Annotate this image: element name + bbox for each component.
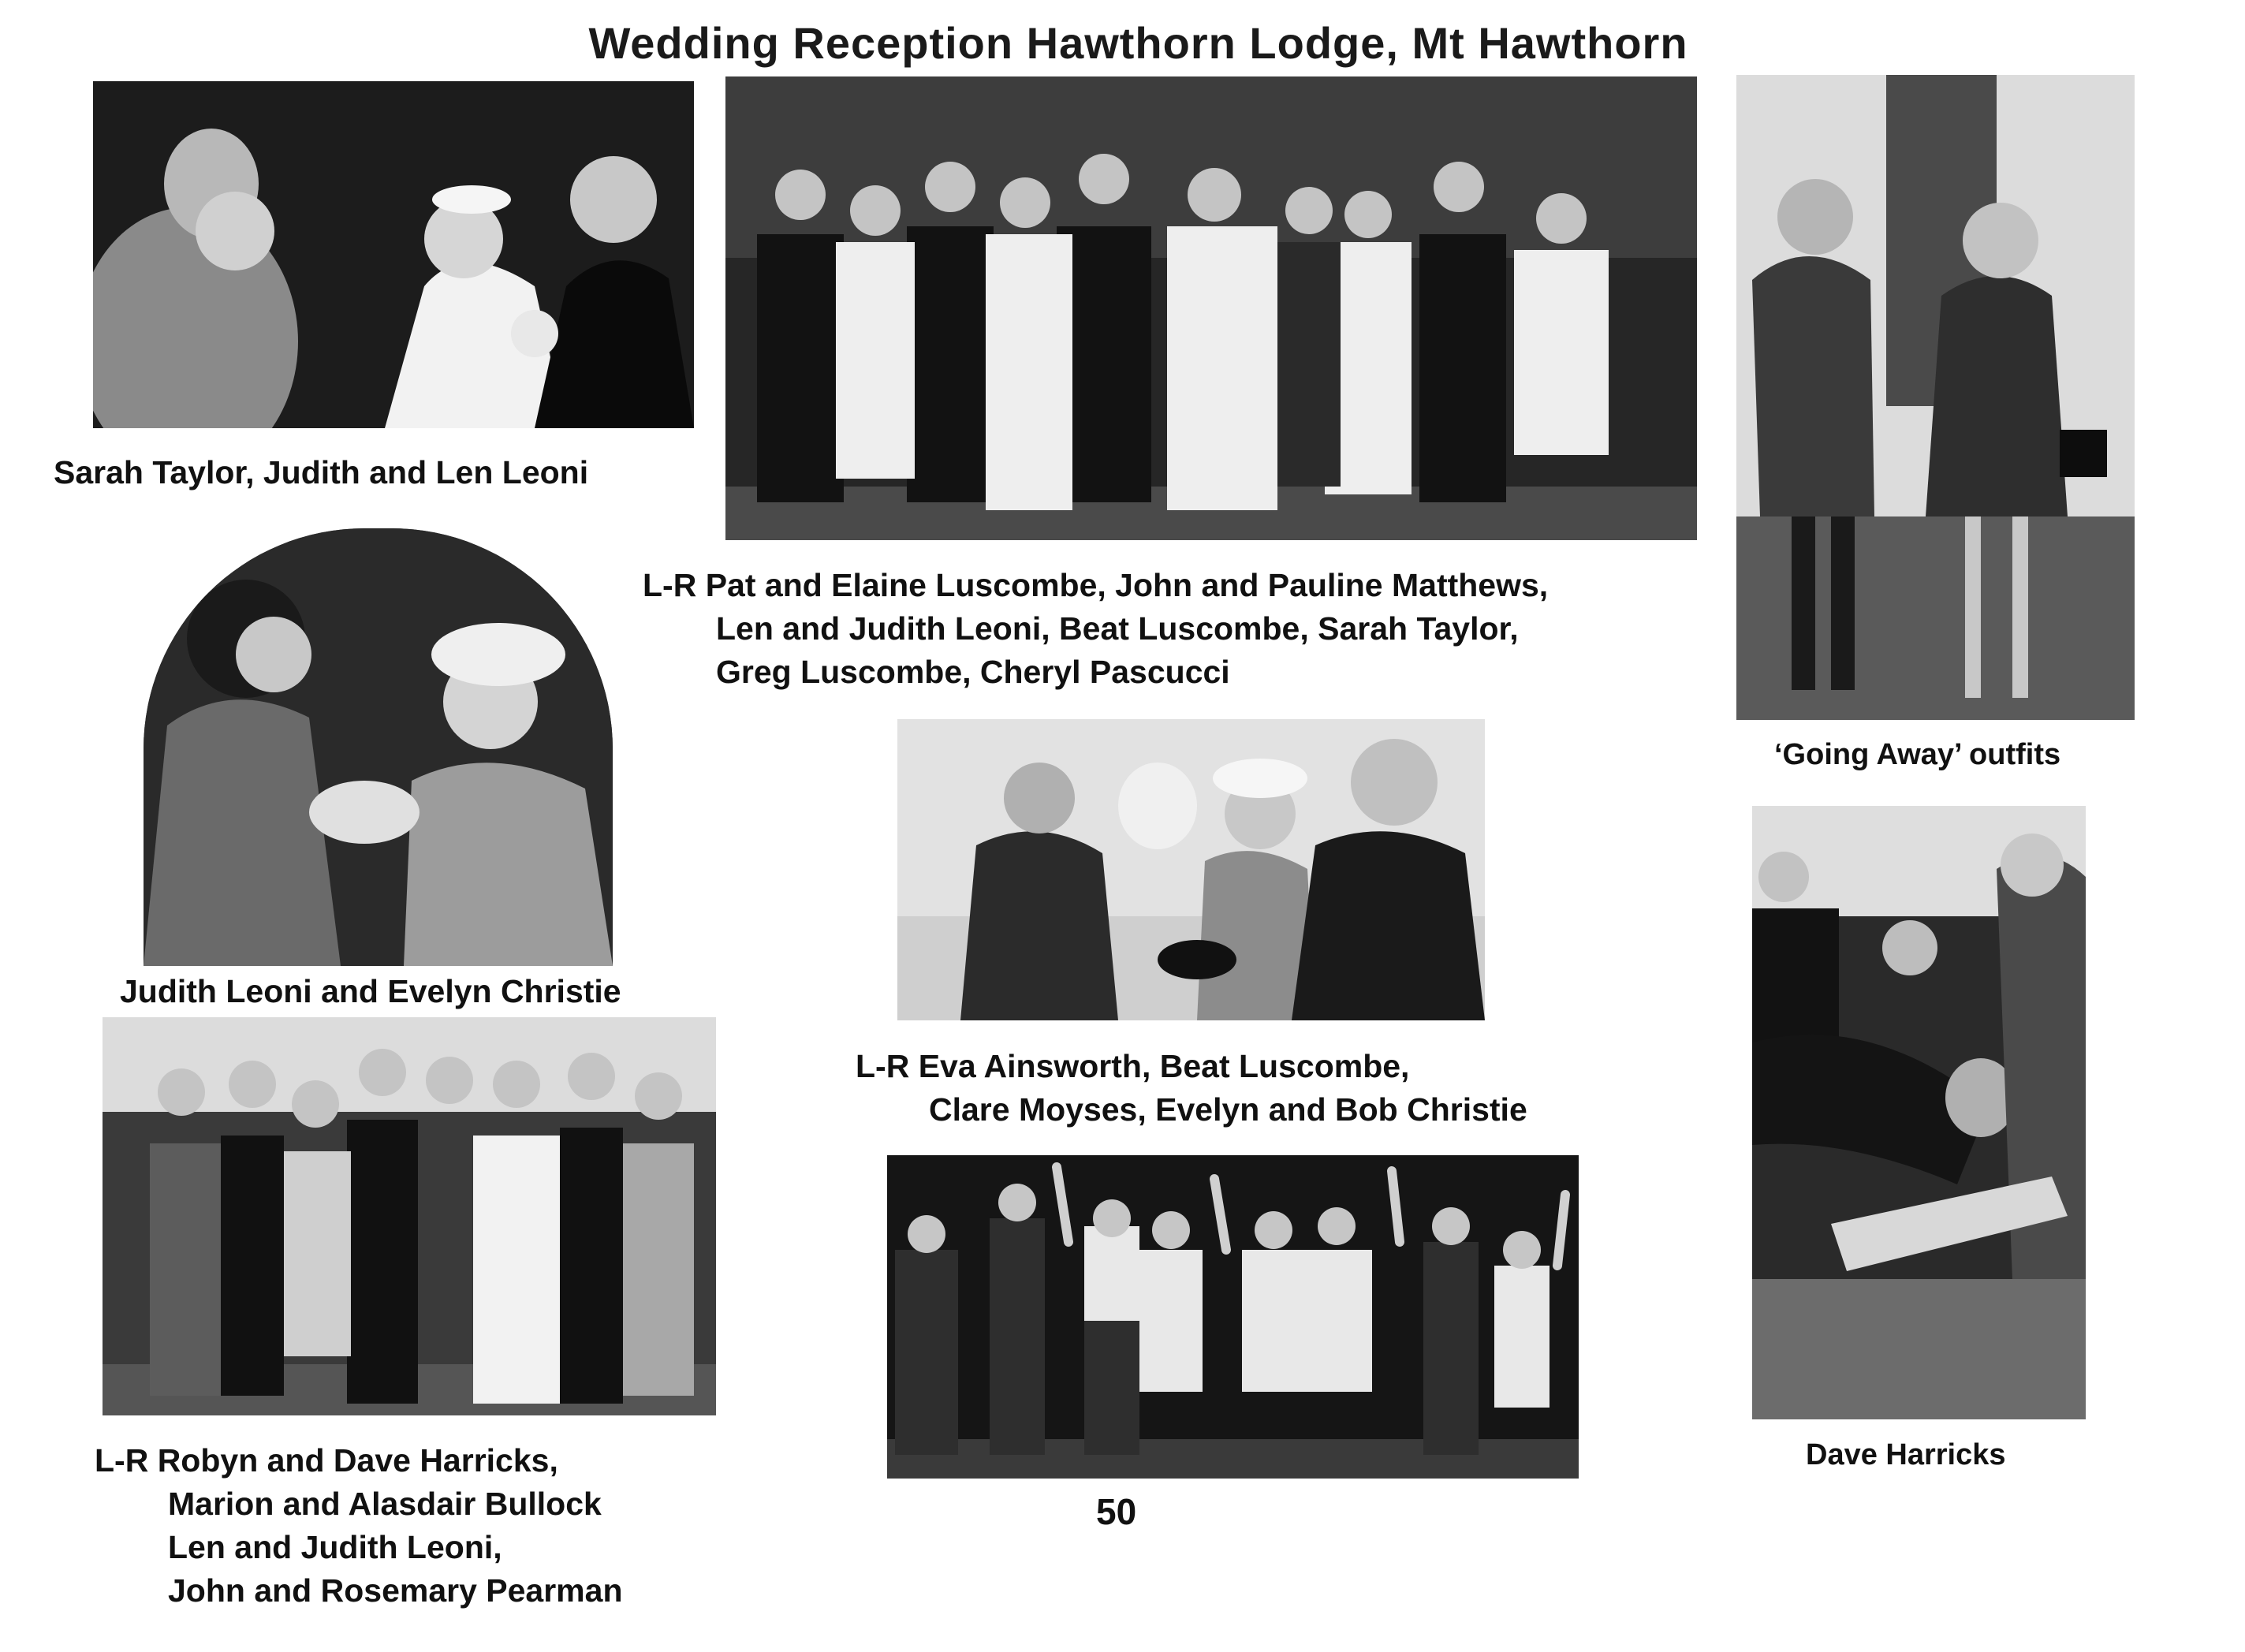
caption-harricks-group-line-4: John and Rosemary Pearman [168, 1572, 623, 1609]
photo-dancing-group [887, 1155, 1579, 1479]
caption-ainsworth-group [856, 1045, 1527, 1132]
page-number: 50 [1096, 1491, 1137, 1532]
caption-ainsworth-group-line-2: Clare Moyses, Evelyn and Bob Christie [929, 1091, 1527, 1128]
photo-dave-harricks [1752, 806, 2086, 1419]
photo-harricks-group [103, 1017, 716, 1415]
caption-ainsworth-group-line-1: L-R Eva Ainsworth, Beat Luscombe, [856, 1048, 1410, 1084]
caption-wedding-group [643, 564, 1548, 694]
photo-judith-evelyn [144, 528, 613, 966]
caption-harricks-group-line-2: Marion and Alasdair Bullock [168, 1486, 602, 1522]
caption-harricks-group-line-1: L-R Robyn and Dave Harricks, [95, 1442, 558, 1479]
photo-going-away [1736, 75, 2135, 720]
page-title: Wedding Reception Hawthorn Lodge, Mt Hawthorn [588, 18, 1688, 68]
photo-wedding-group [725, 76, 1697, 540]
caption-wedding-group-line-1: L-R Pat and Elaine Luscombe, John and Pauline Matthews, [643, 567, 1549, 603]
caption-harricks-group [95, 1439, 622, 1613]
caption-judith-evelyn: Judith Leoni and Evelyn Christie [120, 973, 621, 1009]
caption-sarah-judith-len: Sarah Taylor, Judith and Len Leoni [54, 454, 589, 490]
caption-dave-harricks: Dave Harricks [1806, 1438, 2006, 1471]
photo-ainsworth-group [897, 719, 1485, 1020]
caption-wedding-group-line-2: Len and Judith Leoni, Beat Luscombe, Sarah Taylor, [716, 610, 1519, 647]
caption-going-away: ‘Going Away’ outfits [1774, 738, 2061, 771]
caption-wedding-group-line-3: Greg Luscombe, Cheryl Pascucci [716, 654, 1230, 690]
caption-harricks-group-line-3: Len and Judith Leoni, [168, 1529, 502, 1565]
photo-sarah-judith-len [93, 81, 694, 428]
